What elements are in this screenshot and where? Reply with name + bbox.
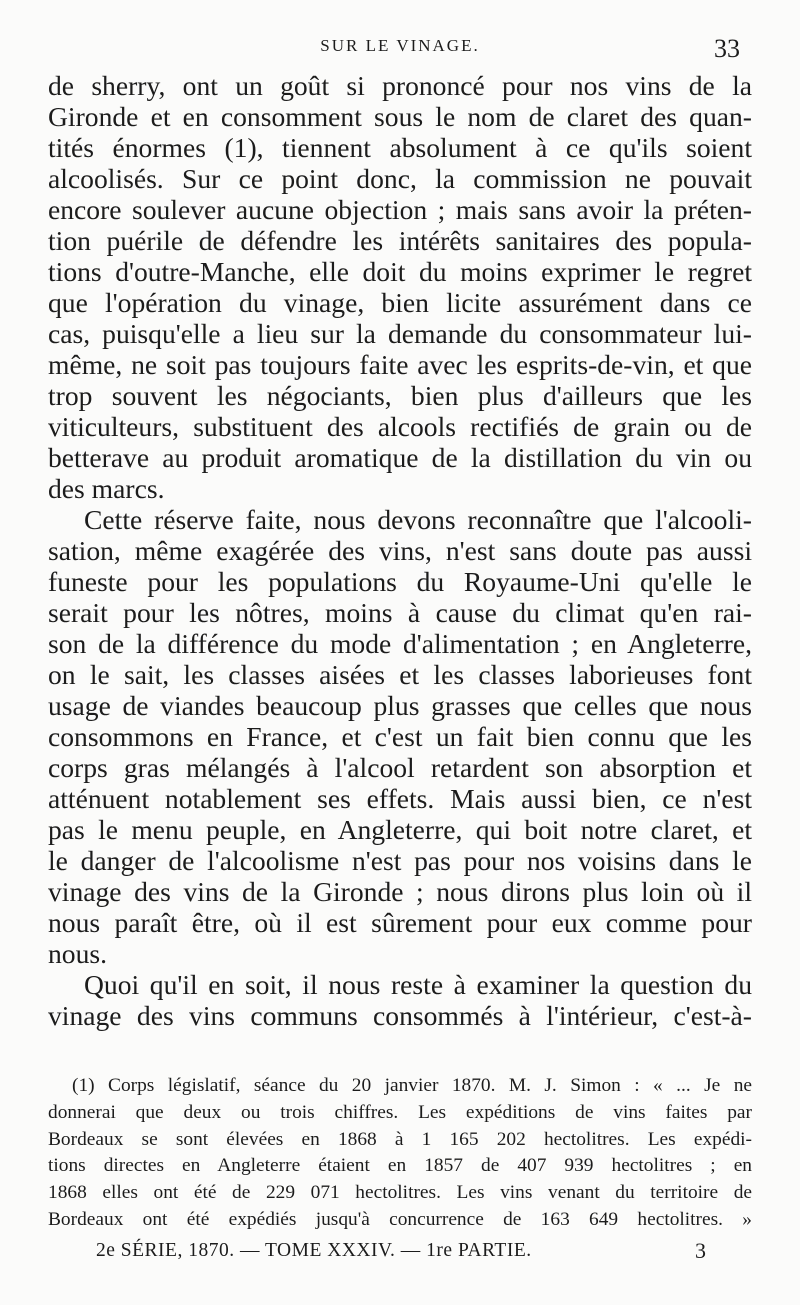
body-line: consommons en France, et c'est un fait bien connu que les <box>48 721 752 752</box>
body-text <box>48 70 752 1031</box>
body-line: de sherry, ont un goût si prononcé pour nos vins de la <box>48 70 752 101</box>
body-line: corps gras mélangés à l'alcool retardent son absorption et <box>48 752 752 783</box>
footnote-line: Bordeaux ont été expédiés jusqu'à concurrence de 163 649 hectolitres. » <box>48 1208 752 1230</box>
footnote-line: tions directes en Angleterre étaient en 1857 de 407 939 hectolitres ; en <box>48 1155 752 1177</box>
body-line: vinage des vins de la Gironde ; nous dirons plus loin où il <box>48 876 752 907</box>
page-number: 33 <box>714 34 740 63</box>
sheet-number: 3 <box>695 1238 706 1263</box>
body-line: son de la différence du mode d'alimentation ; en Angleterre, <box>48 628 752 659</box>
printer-signature <box>96 1238 706 1268</box>
body-line: vinage des vins communs consommés à l'intérieur, c'est-à- <box>48 1000 752 1031</box>
body-line: serait pour les nôtres, moins à cause du climat qu'en rai- <box>48 597 752 628</box>
footnote-line: Bordeaux se sont élevées en 1868 à 1 165 202 hectolitres. Les expédi- <box>48 1128 752 1150</box>
body-line: tités énormes (1), tiennent absolument à ce qu'ils soient <box>48 132 752 163</box>
body-line: sation, même exagérée des vins, n'est sans doute pas aussi <box>48 535 752 566</box>
body-line: trop souvent les négociants, bien plus d'ailleurs que les <box>48 380 752 411</box>
footnote-line: (1) Corps législatif, séance du 20 janvier 1870. M. J. Simon : « ... Je ne <box>72 1075 752 1096</box>
body-line: nous. <box>48 938 108 969</box>
body-line: Gironde et en consomment sous le nom de claret des quan- <box>48 101 752 132</box>
body-line: tion puérile de défendre les intérêts sanitaires des popula- <box>48 225 752 256</box>
running-head <box>48 34 752 64</box>
running-title: SUR LE VINAGE. <box>320 36 480 55</box>
footnote <box>48 1073 752 1234</box>
footnote-line: 1868 elles ont été de 229 071 hectolitres. Les vins venant du territoire de <box>48 1182 752 1204</box>
body-line: nous paraît être, où il est sûrement pour eux comme pour <box>48 907 752 938</box>
signature-text: 2e SÉRIE, 1870. — TOME XXXIV. — 1re PARTIE. <box>96 1240 532 1261</box>
paragraph-start-line: Quoi qu'il en soit, il nous reste à examiner la question du <box>84 969 752 1000</box>
body-line: encore soulever aucune objection ; mais sans avoir la préten- <box>48 194 752 225</box>
body-line: cas, puisqu'elle a lieu sur la demande du consommateur lui- <box>48 318 752 349</box>
footnote-line: donnerai que deux ou trois chiffres. Les expéditions de vins faites par <box>48 1101 752 1123</box>
body-line: pas le menu peuple, en Angleterre, qui boit notre claret, et <box>48 814 752 845</box>
body-line: tions d'outre-Manche, elle doit du moins exprimer le regret <box>48 256 752 287</box>
body-line: funeste pour les populations du Royaume-Uni qu'elle le <box>48 566 752 597</box>
body-line: betterave au produit aromatique de la distillation du vin ou <box>48 442 752 473</box>
body-line: même, ne soit pas toujours faite avec les esprits-de-vin, et que <box>48 349 752 380</box>
body-line: viticulteurs, substituent des alcools rectifiés de grain ou de <box>48 411 752 442</box>
body-line: des marcs. <box>48 473 165 504</box>
paragraph-start-line: Cette réserve faite, nous devons reconnaître que l'alcooli- <box>84 504 752 535</box>
body-line: que l'opération du vinage, bien licite assurément dans ce <box>48 287 752 318</box>
body-line: on le sait, les classes aisées et les classes laborieuses font <box>48 659 752 690</box>
body-line: alcoolisés. Sur ce point donc, la commission ne pouvait <box>48 163 752 194</box>
body-line: le danger de l'alcoolisme n'est pas pour nos voisins dans le <box>48 845 752 876</box>
body-line: atténuent notablement ses effets. Mais aussi bien, ce n'est <box>48 783 752 814</box>
body-line: usage de viandes beaucoup plus grasses que celles que nous <box>48 690 752 721</box>
